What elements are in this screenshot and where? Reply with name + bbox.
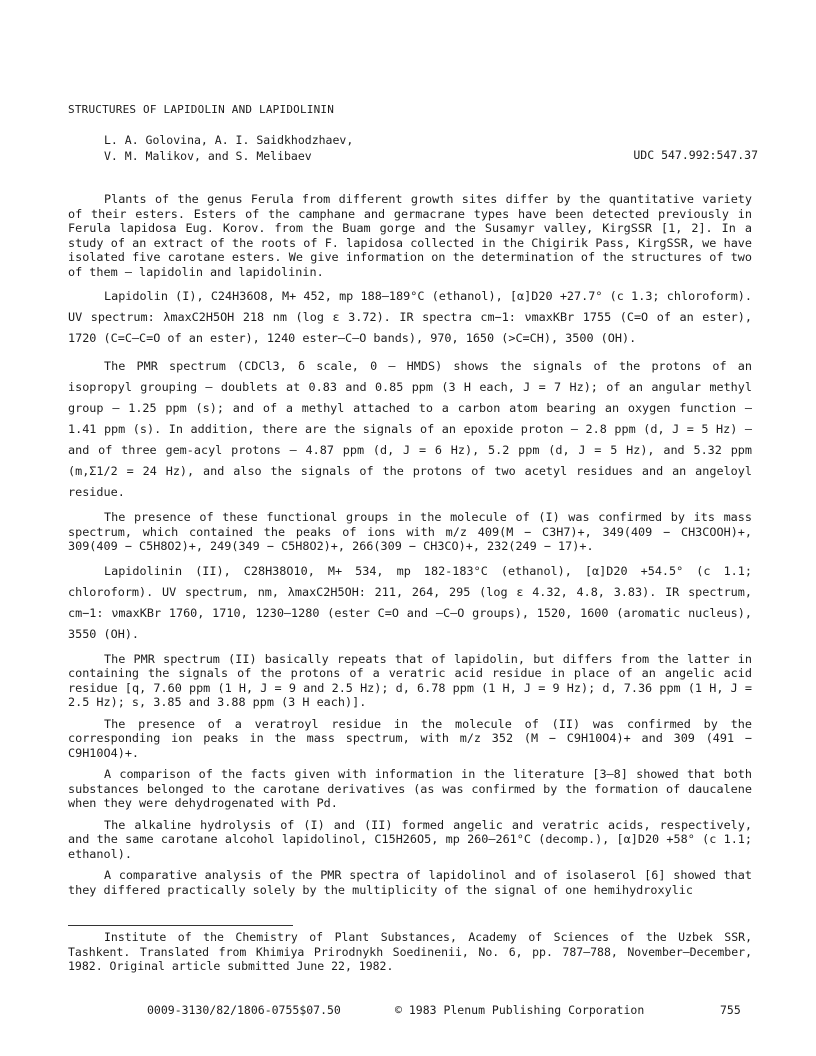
- paragraph-pmr-lapidolinin: The PMR spectrum (II) basically repeats that of lapidolin, but differs from the latter in containing the signals of the protons of a veratric acid residue in place of an angelic acid residue [q, 7.60 ppm (1 H, J = 9 and 2.5 Hz); d, 6.78 ppm (1 H, J = 9 Hz); d, 7.36 ppm (1 H, J = 2.5 Hz); s, 3.85 and 3.88 ppm (3 H each)].: [68, 651, 752, 709]
- page-number: 755: [720, 1003, 741, 1017]
- paragraph-pmr-comparison: A comparative analysis of the PMR spectra of lapidolinol and of isolaserol [6] showed that they differed practically solely by the multiplicity of the signal of one hemihydroxylic: [68, 868, 752, 897]
- footnote-divider: [68, 925, 293, 926]
- paragraph-lapidolinin-data: Lapidolinin (II), C28H38O10, M+ 534, mp 182-183°C (ethanol), [α]D20 +54.5° (c 1.1; chloroform). UV spectrum, nm, λmaxC2H5OH: 211, 264, 295 (log ε 4.32, 4.8, 3.83). IR spectrum, cm−1: νmaxKBr 1760, 1710, 1230—1280 (ester C=O and —C—O groups), 1520, 1600 (aromatic nucleus), 3550 (OH).: [68, 563, 752, 641]
- footnote-text: Institute of the Chemistry of Plant Substances, Academy of Sciences of the Uzbek SSR, Tashkent. Translated from Khimiya Prirodnykh Soedinenii, No. 6, pp. 787—788, November—December, 1982. Original article submitted June 22, 1982.: [68, 930, 752, 973]
- paragraph-hydrolysis: The alkaline hydrolysis of (I) and (II) formed angelic and veratric acids, respectively, and the same carotane alcohol lapidolinol, C15H26O5, mp 260—261°C (decomp.), [α]D20 +58° (c 1.1; ethanol).: [68, 817, 752, 861]
- paragraph-pmr-lapidolin: The PMR spectrum (CDCl3, δ scale, 0 — HMDS) shows the signals of the protons of an isopropyl grouping — doublets at 0.83 and 0.85 ppm (3 H each, J = 7 Hz); of an angular methyl group — 1.25 ppm (s); and of a methyl attached to a carbon atom bearing an oxygen function — 1.41 ppm (s). In addition, there are the signals of an epoxide proton — 2.8 ppm (d, J = 5 Hz) — and of three gem-acyl protons — 4.87 ppm (d, J = 6 Hz), 5.2 ppm (d, J = 5 Hz), and 5.32 ppm (m,Σ1/2 = 24 Hz), and also the signals of the protons of two acetyl residues and an angeloyl residue.: [68, 359, 752, 499]
- udc-code: UDC 547.992:547.37: [633, 148, 758, 162]
- article-title: STRUCTURES OF LAPIDOLIN AND LAPIDOLININ: [68, 103, 335, 116]
- footnote: [68, 930, 752, 974]
- paragraph-comparison: A comparison of the facts given with information in the literature [3—8] showed that both substances belonged to the carotane derivatives (as was confirmed by the formation of daucalene when they were dehydrogenated with Pd.: [68, 767, 752, 810]
- paragraph-intro: Plants of the genus Ferula from different growth sites differ by the quantitative variety of their esters. Esters of the camphane and germacrane types have been detected previously in Ferula lapidosa Eug. Korov. from the Buam gorge and the Susamyr valley, KirgSSR [1, 2]. In a study of an extract of the roots of F. lapidosa collected in the Chigirik Pass, KirgSSR, we have isolated five carotane esters. We give information on the determination of the structures of two of them — lapidolin and lapidolinin.: [68, 192, 752, 279]
- article-body: [68, 192, 752, 904]
- paragraph-lapidolin-data: Lapidolin (I), C24H36O8, M+ 452, mp 188—189°C (ethanol), [α]D20 +27.7° (c 1.3; chloroform). UV spectrum: λmaxC2H5OH 218 nm (log ε 3.72). IR spectra cm−1: νmaxKBr 1755 (C=O of an ester), 1720 (C=C—C=O of an ester), 1240 ester—C—O bands), 970, 1650 (>C=CH), 3500 (OH).: [68, 289, 752, 345]
- author-line-1: L. A. Golovina, A. I. Saidkhodzhaev,: [104, 133, 354, 147]
- author-line-2: V. M. Malikov, and S. Melibaev: [104, 149, 312, 163]
- issn-code: 0009-3130/82/1806-0755$07.50: [147, 1003, 341, 1017]
- author-list: [104, 132, 353, 164]
- paragraph-veratroyl: The presence of a veratroyl residue in the molecule of (II) was confirmed by the corresponding ion peaks in the mass spectrum, with m/z 352 (M − C9H10O4)+ and 309 (491 − C9H10O4)+.: [68, 716, 752, 760]
- paragraph-mass-spectrum-i: The presence of these functional groups in the molecule of (I) was confirmed by its mass spectrum, which contained the peaks of ions with m/z 409(M − C3H7)+, 349(409 − CH3COOH)+, 309(409 − C5H8O2)+, 249(349 − C5H8O2)+, 266(309 − CH3CO)+, 232(249 − 17)+.: [68, 510, 752, 553]
- copyright-notice: © 1983 Plenum Publishing Corporation: [395, 1003, 645, 1017]
